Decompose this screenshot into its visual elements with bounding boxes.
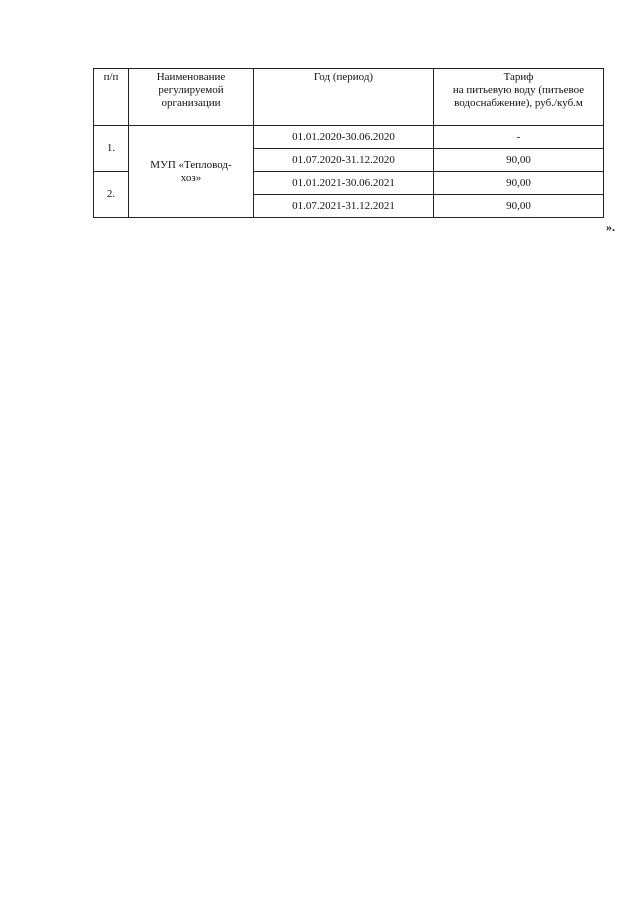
row-number: 2. — [94, 172, 129, 218]
tariff-table — [93, 68, 604, 218]
organization-line1: МУП «Тепловод- — [150, 158, 232, 171]
row-number: 1. — [94, 126, 129, 172]
header-tariff-line3: водоснабжение), руб./куб.м — [454, 97, 583, 109]
header-period: Год (период) — [254, 69, 434, 126]
period-cell: 01.07.2021-31.12.2021 — [254, 195, 434, 218]
header-tariff-line2: на питьевую воду (питьевое — [452, 84, 585, 96]
tariff-cell: 90,00 — [434, 172, 604, 195]
header-tariff-line1: Тариф — [503, 71, 534, 83]
period-cell: 01.01.2020-30.06.2020 — [254, 126, 434, 149]
period-cell: 01.01.2021-30.06.2021 — [254, 172, 434, 195]
organization-line2: хоз» — [180, 171, 202, 184]
header-tariff — [434, 69, 604, 126]
tariff-cell: 90,00 — [434, 195, 604, 218]
header-organization — [129, 69, 254, 126]
period-cell: 01.07.2020-31.12.2020 — [254, 149, 434, 172]
header-organization-line1: Наименование — [156, 71, 226, 83]
organization-cell — [129, 126, 254, 218]
header-num: п/п — [94, 69, 129, 126]
header-organization-line3: организации — [161, 97, 221, 109]
header-organization-line2: регулируемой — [158, 84, 224, 96]
closing-quote-mark: ». — [606, 220, 615, 234]
table-row — [94, 126, 604, 149]
tariff-cell: 90,00 — [434, 149, 604, 172]
table-header-row — [94, 69, 604, 126]
tariff-cell: - — [434, 126, 604, 149]
